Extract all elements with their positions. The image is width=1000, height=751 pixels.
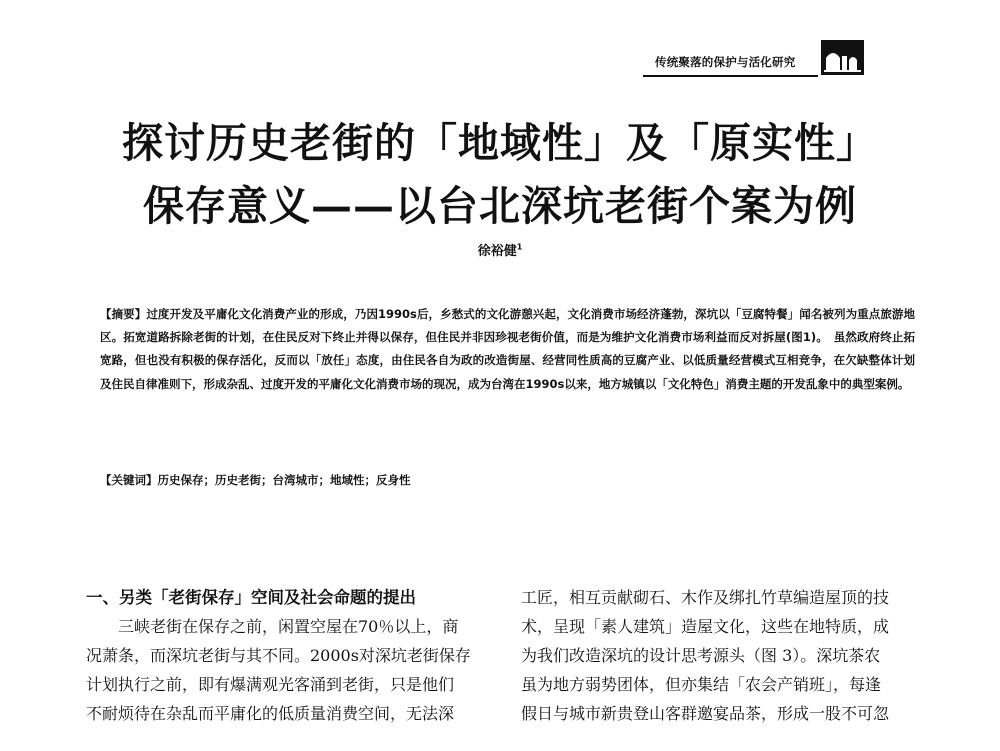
running-header-label: 传统聚落的保护与活化研究	[655, 55, 796, 69]
paper-title-line-1: 探讨历史老街的「地域性」及「原实性」	[122, 119, 878, 167]
header-rule	[643, 75, 818, 77]
body-line: 工匠，相互贡献砌石、木作及绑扎竹草编造屋顶的技	[521, 588, 890, 607]
journal-logo-icon	[821, 40, 864, 75]
paper-title-line-2: 保存意义——以台北深坑老街个案为例	[143, 182, 857, 230]
body-line: 况萧条，而深坑老街与其不同。2000s对深坑老街保存	[86, 646, 471, 665]
author-name: 徐裕健	[477, 244, 517, 259]
abstract: 【摘要】过度开发及平庸化文化消费产业的形成，乃因1990s后，乡愁式的文化游憩兴起，文化消费市场经济蓬勃，深坑以「豆腐特餐」闻名被列为重点旅游地区。拓宽道路拆除老街的计划，在住民反对下终止并得以保存，但住民并非因珍视老街价值，而是为维护文化消费市场利益而反对拆屋(图1)。 虽然政府终止拓宽路，但也没有积极的保存活化，反而以「放任」态度，由住民各自为政的改造街屋、经营同性质高的豆腐产业、以低质量经营模式互相竞争，在欠缺整体计划及住民自律准则下，形成杂乱、过度开发的平庸化文化消费市场的现况，成为台湾在1990s以来，地方城镇以「文化特色」消费主题的开发乱象中的典型案例。	[100, 307, 915, 391]
section-heading: 一、另类「老街保存」空间及社会命题的提出	[86, 588, 416, 607]
body-line: 三峡老街在保存之前，闲置空屋在70％以上，商	[86, 617, 459, 636]
keywords: 【关键词】历史保存；历史老街；台湾城市；地域性；反身性	[100, 473, 411, 487]
author-footnote-mark: 1	[516, 242, 523, 252]
body-column-right	[521, 583, 923, 728]
body-line: 虽为地方弱势团体，但亦集结「农会产销班」，每逢	[521, 675, 882, 694]
body-line: 计划执行之前，即有爆满观光客涌到老街，只是他们	[86, 675, 455, 694]
body-line: 术，呈现「素人建筑」造屋文化，这些在地特质，成	[521, 617, 890, 636]
body-line: 不耐烦待在杂乱而平庸化的低质量消费空间，无法深	[86, 704, 455, 723]
running-header	[655, 52, 908, 73]
body-line: 为我们改造深坑的设计思考源头（图 3）。深坑茶农	[521, 646, 881, 665]
body-line: 假日与城市新贵登山客群邀宴品茶，形成一股不可忽	[521, 704, 890, 723]
body-column-left	[86, 583, 488, 728]
author	[0, 240, 1000, 259]
